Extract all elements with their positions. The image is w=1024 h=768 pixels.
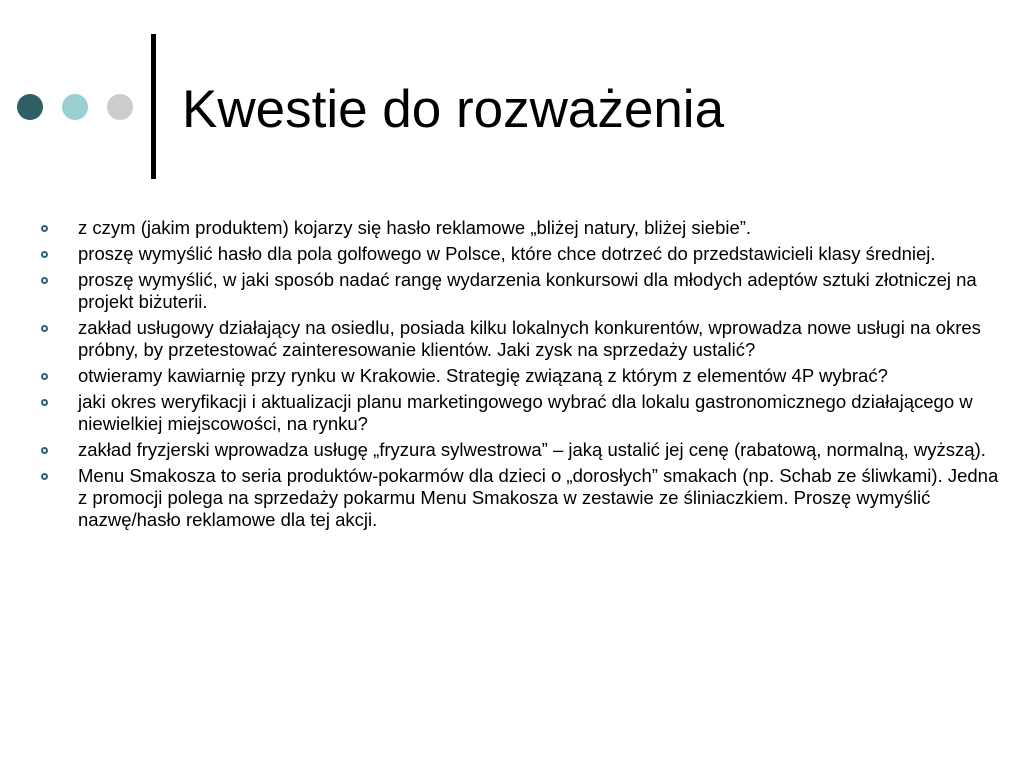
bullet-item bbox=[40, 465, 1000, 531]
bullet-item bbox=[40, 439, 1000, 461]
bullet-circle-icon bbox=[41, 473, 48, 480]
bullet-circle-icon bbox=[41, 325, 48, 332]
bullet-item bbox=[40, 391, 1000, 435]
bullet-circle-icon bbox=[41, 373, 48, 380]
decorative-dots bbox=[17, 94, 133, 120]
bullet-list bbox=[40, 217, 1000, 535]
bullet-text: zakład fryzjerski wprowadza usługę „fryzura sylwestrowa” – jaką ustalić jej cenę (rabatową, normalną, wyższą). bbox=[78, 439, 986, 460]
bullet-circle-icon bbox=[41, 447, 48, 454]
bullet-item bbox=[40, 243, 1000, 265]
dot-gray bbox=[107, 94, 133, 120]
bullet-item bbox=[40, 217, 1000, 239]
dot-light-teal bbox=[62, 94, 88, 120]
bullet-circle-icon bbox=[41, 277, 48, 284]
bullet-item bbox=[40, 317, 1000, 361]
bullet-text: jaki okres weryfikacji i aktualizacji planu marketingowego wybrać dla lokalu gastronomicznego działającego w niewielkiej miejscowości, na rynku? bbox=[78, 391, 973, 434]
bullet-text: otwieramy kawiarnię przy rynku w Krakowie. Strategię związaną z którym z elementów 4P wybrać? bbox=[78, 365, 888, 386]
bullet-item bbox=[40, 269, 1000, 313]
bullet-text: proszę wymyślić hasło dla pola golfowego w Polsce, które chce dotrzeć do przedstawicieli klasy średniej. bbox=[78, 243, 936, 264]
dot-dark-teal bbox=[17, 94, 43, 120]
bullet-text: proszę wymyślić, w jaki sposób nadać rangę wydarzenia konkursowi dla młodych adeptów sztuki złotniczej na projekt biżuterii. bbox=[78, 269, 977, 312]
bullet-circle-icon bbox=[41, 399, 48, 406]
bullet-text: z czym (jakim produktem) kojarzy się hasło reklamowe „bliżej natury, bliżej siebie”. bbox=[78, 217, 752, 238]
title-divider-bar bbox=[151, 34, 156, 179]
bullet-text: zakład usługowy działający na osiedlu, posiada kilku lokalnych konkurentów, wprowadza nowe usługi na okres próbny, by przetestować zainteresowanie klientów. Jaki zysk na sprzedaży ustalić? bbox=[78, 317, 981, 360]
bullet-circle-icon bbox=[41, 251, 48, 258]
bullet-circle-icon bbox=[41, 225, 48, 232]
bullet-text: Menu Smakosza to seria produktów-pokarmów dla dzieci o „dorosłych” smakach (np. Schab ze śliwkami). Jedna z promocji polega na sprzedaży pokarmu Menu Smakosza w zestawie ze śliniaczkiem. Proszę wymyślić nazwę/hasło reklamowe dla tej akcji. bbox=[78, 465, 999, 530]
slide-title: Kwestie do rozważenia bbox=[182, 80, 725, 139]
bullet-item bbox=[40, 365, 1000, 387]
